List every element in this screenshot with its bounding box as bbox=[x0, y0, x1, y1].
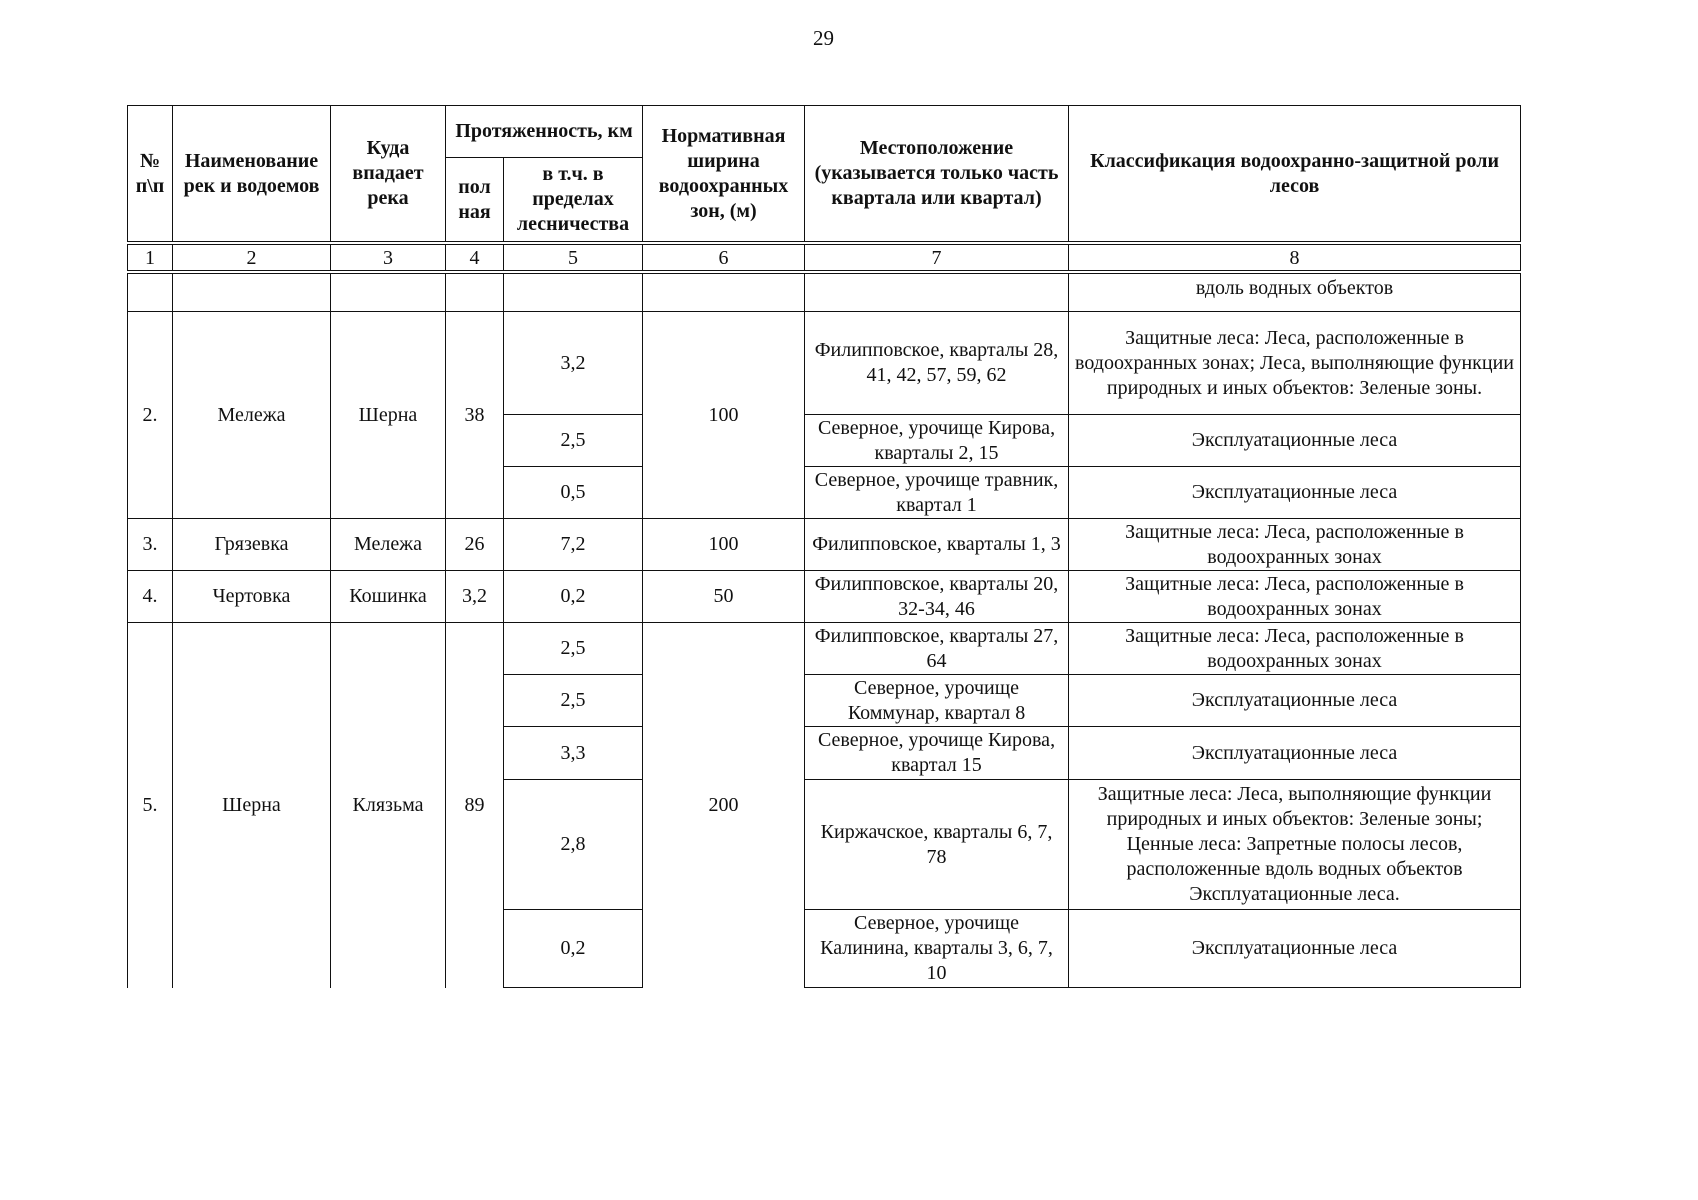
header-length-within: в т.ч. в пределах лесничества bbox=[504, 158, 643, 244]
river-length-full: 26 bbox=[446, 519, 504, 571]
header-width: Нормативная ширина водоохранных зон, (м) bbox=[643, 106, 805, 244]
header-name: Наименование рек и водоемов bbox=[173, 106, 331, 244]
table-row bbox=[128, 623, 1521, 675]
classification: Защитные леса: Леса, выполняющие функции природных и иных объектов: Зеленые зоны; Ценные леса: Запретные полосы лесов, расположенные вдоль водных объектов Эксплуатационные леса. bbox=[1069, 780, 1521, 910]
river-name: Чертовка bbox=[173, 571, 331, 623]
location: Северное, урочище Коммунар, квартал 8 bbox=[805, 675, 1069, 727]
location: Северное, урочище Кирова, квартал 15 bbox=[805, 727, 1069, 780]
classification: Эксплуатационные леса bbox=[1069, 415, 1521, 467]
river-number: 5. bbox=[128, 623, 173, 988]
header-no: № п\п bbox=[128, 106, 173, 244]
location: Филипповское, кварталы 28, 41, 42, 57, 59, 62 bbox=[805, 312, 1069, 415]
empty-cell bbox=[331, 272, 446, 312]
column-number: 6 bbox=[643, 243, 805, 272]
classification: Эксплуатационные леса bbox=[1069, 727, 1521, 780]
river-length-full: 38 bbox=[446, 312, 504, 519]
river-number: 4. bbox=[128, 571, 173, 623]
classification: Эксплуатационные леса bbox=[1069, 467, 1521, 519]
length-within-forestry: 0,2 bbox=[504, 571, 643, 623]
length-within-forestry: 2,8 bbox=[504, 780, 643, 910]
column-number: 2 bbox=[173, 243, 331, 272]
length-within-forestry: 0,2 bbox=[504, 910, 643, 988]
river-flows-into: Мележа bbox=[331, 519, 446, 571]
column-number: 8 bbox=[1069, 243, 1521, 272]
classification: Защитные леса: Леса, расположенные в водоохранных зонах bbox=[1069, 519, 1521, 571]
page-number: 29 bbox=[813, 26, 834, 50]
classification: Защитные леса: Леса, расположенные в водоохранных зонах; Леса, выполняющие функции природных и иных объектов: Зеленые зоны. bbox=[1069, 312, 1521, 415]
classification: Эксплуатационные леса bbox=[1069, 910, 1521, 988]
zone-width: 100 bbox=[643, 312, 805, 519]
empty-cell bbox=[504, 272, 643, 312]
river-name: Шерна bbox=[173, 623, 331, 988]
empty-cell bbox=[446, 272, 504, 312]
length-within-forestry: 3,3 bbox=[504, 727, 643, 780]
header-length-full: пол ная bbox=[446, 158, 504, 244]
header-length: Протяженность, км bbox=[446, 106, 643, 158]
header-location: Местоположение (указывается только часть квартала или квартал) bbox=[805, 106, 1069, 244]
location: Северное, урочище травник, квартал 1 bbox=[805, 467, 1069, 519]
river-number: 3. bbox=[128, 519, 173, 571]
location: Филипповское, кварталы 20, 32-34, 46 bbox=[805, 571, 1069, 623]
location: Филипповское, кварталы 27, 64 bbox=[805, 623, 1069, 675]
header-classification: Классификация водоохранно-защитной роли лесов bbox=[1069, 106, 1521, 244]
table-row bbox=[128, 519, 1521, 571]
location: Северное, урочище Калинина, кварталы 3, 6, 7, 10 bbox=[805, 910, 1069, 988]
zone-width: 100 bbox=[643, 519, 805, 571]
classification: Эксплуатационные леса bbox=[1069, 675, 1521, 727]
length-within-forestry: 2,5 bbox=[504, 415, 643, 467]
length-within-forestry: 7,2 bbox=[504, 519, 643, 571]
river-flows-into: Кошинка bbox=[331, 571, 446, 623]
column-number: 4 bbox=[446, 243, 504, 272]
column-number: 5 bbox=[504, 243, 643, 272]
location: Северное, урочище Кирова, кварталы 2, 15 bbox=[805, 415, 1069, 467]
river-number: 2. bbox=[128, 312, 173, 519]
zone-width: 200 bbox=[643, 623, 805, 988]
location: Филипповское, кварталы 1, 3 bbox=[805, 519, 1069, 571]
length-within-forestry: 2,5 bbox=[504, 623, 643, 675]
length-within-forestry: 3,2 bbox=[504, 312, 643, 415]
river-flows-into: Клязьма bbox=[331, 623, 446, 988]
length-within-forestry: 2,5 bbox=[504, 675, 643, 727]
zone-width: 50 bbox=[643, 571, 805, 623]
table-row bbox=[128, 312, 1521, 415]
classification: Защитные леса: Леса, расположенные в водоохранных зонах bbox=[1069, 571, 1521, 623]
river-name: Грязевка bbox=[173, 519, 331, 571]
length-within-forestry: 0,5 bbox=[504, 467, 643, 519]
column-number: 3 bbox=[331, 243, 446, 272]
empty-cell bbox=[128, 272, 173, 312]
empty-cell bbox=[643, 272, 805, 312]
river-name: Мележа bbox=[173, 312, 331, 519]
empty-cell bbox=[173, 272, 331, 312]
river-length-full: 3,2 bbox=[446, 571, 504, 623]
river-length-full: 89 bbox=[446, 623, 504, 988]
continuation-classification: вдоль водных объектов bbox=[1069, 272, 1521, 312]
column-number: 7 bbox=[805, 243, 1069, 272]
header-flows-into: Куда впадает река bbox=[331, 106, 446, 244]
classification: Защитные леса: Леса, расположенные в водоохранных зонах bbox=[1069, 623, 1521, 675]
table-row bbox=[128, 571, 1521, 623]
location: Киржачское, кварталы 6, 7, 78 bbox=[805, 780, 1069, 910]
water-bodies-table bbox=[127, 105, 1521, 988]
column-number: 1 bbox=[128, 243, 173, 272]
empty-cell bbox=[805, 272, 1069, 312]
river-flows-into: Шерна bbox=[331, 312, 446, 519]
